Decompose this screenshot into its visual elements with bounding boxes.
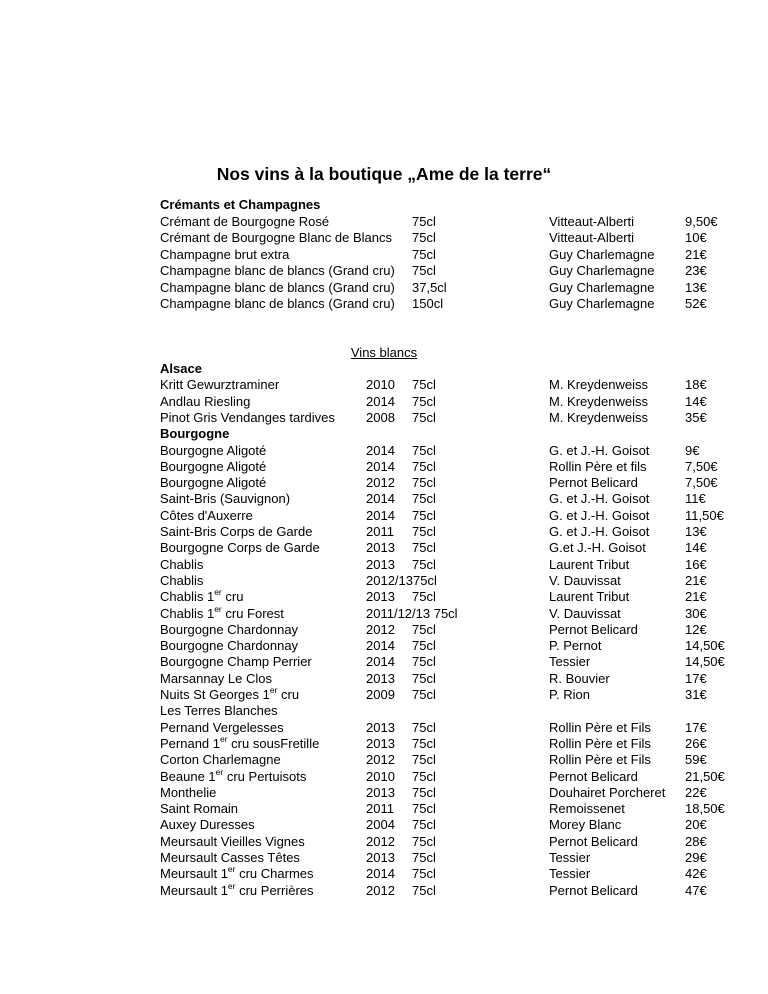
- wine-price: 7,50€: [685, 475, 718, 491]
- wine-volume: 37,5cl: [412, 279, 447, 295]
- wine-price: 35€: [685, 409, 707, 425]
- wine-row: [0, 671, 768, 687]
- wine-producer: V. Dauvissat: [549, 572, 621, 588]
- wine-producer: Tessier: [549, 850, 591, 865]
- wine-name: Marsannay Le Clos: [160, 670, 272, 686]
- wine-row: [0, 880, 768, 899]
- wine-price: 11,50€: [685, 507, 724, 523]
- wine-volume: 75cl: [412, 866, 436, 882]
- wine-price: 21€: [685, 589, 707, 605]
- wine-producer: Rollin Père et fils: [549, 458, 647, 474]
- wine-name: Beaune 1er cru Pertuisots: [160, 766, 307, 784]
- wine-price: 18€: [685, 377, 707, 393]
- wine-volume: 75cl: [412, 670, 436, 686]
- wine-price: 13€: [685, 524, 707, 539]
- wine-year: 2013: [366, 540, 395, 556]
- wine-volume: 75cl: [412, 507, 436, 523]
- wine-row: [0, 752, 768, 768]
- wine-year: 2009: [366, 687, 395, 702]
- wine-producer: G. et J.-H. Goisot: [549, 442, 650, 458]
- wine-row: [0, 733, 768, 752]
- wine-price: 21€: [685, 572, 707, 588]
- wine-year: 2013: [366, 735, 395, 751]
- wine-price: 17€: [685, 670, 707, 686]
- wine-row: [0, 296, 768, 312]
- wine-volume: 75cl: [412, 735, 436, 751]
- wine-year-volume: 2011/12/13 75cl: [366, 605, 458, 621]
- wine-name: Les Terres Blanches: [160, 703, 278, 719]
- wine-year: 2013: [366, 589, 395, 605]
- wine-price: 14€: [685, 540, 707, 556]
- wine-row: [0, 410, 768, 426]
- wine-row: [0, 247, 768, 263]
- wine-volume: 150cl: [412, 296, 444, 311]
- wine-producer: M. Kreydenweiss: [549, 409, 648, 425]
- wine-volume: 75cl: [412, 409, 436, 425]
- wine-volume: 75cl: [412, 556, 436, 572]
- wine-row: [0, 508, 768, 524]
- wine-year: 2010: [366, 768, 395, 784]
- wine-row: [0, 766, 768, 785]
- wine-price: 9€: [685, 442, 700, 458]
- wine-volume: 75cl: [412, 589, 436, 605]
- wine-price: 20€: [685, 817, 707, 833]
- wine-price: 22€: [685, 784, 707, 800]
- wine-name: Bourgogne Corps de Garde: [160, 540, 320, 556]
- wine-row: [0, 622, 768, 638]
- wine-price: 29€: [685, 850, 707, 865]
- wine-volume: 75cl: [412, 442, 436, 458]
- wine-volume: 75cl: [412, 621, 436, 637]
- wine-name: Meursault Vieilles Vignes: [160, 833, 305, 849]
- wine-name: Champagne blanc de blancs (Grand cru): [160, 279, 395, 295]
- wine-price: 52€: [685, 296, 707, 311]
- wine-producer: Laurent Tribut: [549, 589, 630, 605]
- wine-year: 2014: [366, 654, 395, 670]
- wine-price: 26€: [685, 735, 707, 751]
- wine-name: Chablis: [160, 556, 204, 572]
- wine-producer: G. et J.-H. Goisot: [549, 507, 650, 523]
- wine-name: Meursault 1er cru Perrières: [160, 880, 314, 898]
- wine-price: 59€: [685, 752, 707, 768]
- wine-name: Bourgogne Champ Perrier: [160, 654, 312, 670]
- wine-volume: 75cl: [412, 752, 436, 768]
- wine-volume: 75cl: [412, 850, 436, 865]
- wine-name: Monthelie: [160, 784, 217, 800]
- wine-row: [0, 443, 768, 459]
- wine-name: Chablis 1er cru Forest: [160, 603, 284, 621]
- wine-year: 2014: [366, 866, 395, 882]
- wine-row: [0, 573, 768, 589]
- wine-row: [0, 817, 768, 833]
- wine-producer: Tessier: [549, 866, 591, 882]
- wine-year-volume: 2012/1375cl: [366, 572, 437, 588]
- wine-row: [0, 230, 768, 246]
- wine-producer: P. Rion: [549, 687, 590, 702]
- wine-row: [0, 703, 768, 719]
- wine-price: 10€: [685, 230, 707, 246]
- wine-volume: 75cl: [412, 817, 436, 833]
- wine-name: Saint-Bris (Sauvignon): [160, 491, 291, 507]
- wine-name: Auxey Duresses: [160, 817, 255, 833]
- wine-volume: 75cl: [412, 475, 436, 491]
- wine-volume: 75cl: [412, 784, 436, 800]
- wine-price: 21€: [685, 246, 707, 262]
- wine-name: Bourgogne Chardonnay: [160, 621, 299, 637]
- wine-row: [0, 850, 768, 866]
- wine-producer: G. et J.-H. Goisot: [549, 524, 650, 539]
- wine-price: 42€: [685, 866, 707, 882]
- wine-producer: Rollin Père et Fils: [549, 735, 651, 751]
- wine-price: 7,50€: [685, 458, 718, 474]
- wine-name: Champagne blanc de blancs (Grand cru): [160, 296, 395, 311]
- wine-name: Meursault Casses Têtes: [160, 850, 300, 865]
- wine-name: Meursault 1er cru Charmes: [160, 864, 314, 882]
- wine-name: Nuits St Georges 1er cru: [160, 685, 300, 702]
- wine-name: Saint Romain: [160, 801, 239, 817]
- wine-producer: Vitteaut-Alberti: [549, 230, 635, 246]
- wine-name: Chablis 1er cru: [160, 587, 244, 605]
- wine-price: 12€: [685, 621, 707, 637]
- wine-row: [0, 475, 768, 491]
- wine-producer: Douhairet Porcheret: [549, 784, 666, 800]
- wine-producer: Pernot Belicard: [549, 768, 638, 784]
- wine-price: 14,50€: [685, 654, 725, 670]
- wine-year: 2014: [366, 458, 395, 474]
- wine-year: 2012: [366, 752, 395, 768]
- wine-year: 2011: [366, 801, 394, 817]
- wine-volume: 75cl: [412, 491, 436, 507]
- wine-row: [0, 603, 768, 622]
- wine-price: 13€: [685, 279, 707, 295]
- wine-price: 31€: [685, 687, 707, 702]
- wine-name: Champagne blanc de blancs (Grand cru): [160, 263, 395, 279]
- wine-volume: 75cl: [412, 801, 436, 817]
- wine-name: Corton Charlemagne: [160, 752, 281, 768]
- wine-year: 2013: [366, 670, 395, 686]
- wine-volume: 75cl: [412, 768, 436, 784]
- wine-year: 2014: [366, 491, 395, 507]
- wine-year: 2014: [366, 638, 395, 654]
- wine-row: [0, 654, 768, 670]
- wine-row: [0, 801, 768, 817]
- wine-producer: V. Dauvissat: [549, 605, 621, 621]
- wine-name: Crémant de Bourgogne Rosé: [160, 214, 330, 229]
- wine-producer: Guy Charlemagne: [549, 279, 655, 295]
- wine-price: 18,50€: [685, 801, 725, 817]
- wine-year: 2012: [366, 882, 395, 898]
- wine-year: 2014: [366, 442, 395, 458]
- wine-price: 21,50€: [685, 768, 725, 784]
- wine-producer: Rollin Père et Fils: [549, 752, 651, 768]
- wine-row: [0, 638, 768, 654]
- wine-volume: 75cl: [412, 654, 436, 670]
- wine-volume: 75cl: [412, 833, 436, 849]
- wine-producer: Rollin Père et Fils: [549, 719, 651, 735]
- wine-name: Pinot Gris Vendanges tardives: [160, 409, 335, 425]
- wine-year: 2013: [366, 784, 395, 800]
- wine-row: [0, 491, 768, 507]
- wine-producer: G. et J.-H. Goisot: [549, 491, 650, 507]
- wine-row: [0, 589, 768, 605]
- wine-producer: P. Pernot: [549, 638, 602, 654]
- wine-row: [0, 394, 768, 410]
- wine-row: [0, 866, 768, 882]
- wine-row: [0, 687, 768, 703]
- wine-name: Bourgogne Aligoté: [160, 475, 267, 491]
- wine-name: Pernand 1er cru sousFretille: [160, 733, 320, 751]
- wine-name: Champagne brut extra: [160, 246, 290, 262]
- wine-year: 2013: [366, 556, 395, 572]
- wine-price: 17€: [685, 719, 707, 735]
- wine-producer: Guy Charlemagne: [549, 246, 655, 262]
- wine-producer: R. Bouvier: [549, 670, 610, 686]
- wine-row: [0, 377, 768, 393]
- wine-producer: Guy Charlemagne: [549, 263, 655, 279]
- wine-year: 2011: [366, 524, 394, 539]
- wine-volume: 75cl: [412, 263, 436, 279]
- wine-price: 23€: [685, 263, 707, 279]
- wine-price: 47€: [685, 882, 707, 898]
- wine-row: [0, 557, 768, 573]
- wine-producer: Pernot Belicard: [549, 882, 638, 898]
- wine-row: [0, 214, 768, 230]
- wine-producer: G.et J.-H. Goisot: [549, 540, 646, 556]
- wine-producer: Pernot Belicard: [549, 621, 638, 637]
- wine-volume: 75cl: [412, 230, 436, 246]
- wine-year: 2010: [366, 377, 395, 393]
- wine-volume: 75cl: [412, 882, 436, 898]
- wine-year: 2014: [366, 393, 395, 409]
- wine-producer: Morey Blanc: [549, 817, 622, 833]
- wine-producer: Remoissenet: [549, 801, 625, 817]
- wine-producer: Pernot Belicard: [549, 475, 638, 491]
- wine-name: Bourgogne Aligoté: [160, 458, 267, 474]
- wine-volume: 75cl: [412, 638, 436, 654]
- wine-producer: Vitteaut-Alberti: [549, 214, 635, 229]
- wine-row: [0, 263, 768, 279]
- wine-year: 2012: [366, 475, 395, 491]
- page-title: Nos vins à la boutique „Ame de la terre“: [216, 164, 552, 184]
- wine-row: [0, 280, 768, 296]
- wine-name: Côtes d'Auxerre: [160, 507, 253, 523]
- wine-year: 2014: [366, 507, 395, 523]
- wine-name: Chablis: [160, 572, 204, 588]
- wine-name: Kritt Gewurztraminer: [160, 377, 280, 393]
- wine-name: Andlau Riesling: [160, 393, 251, 409]
- wine-producer: Laurent Tribut: [549, 556, 630, 572]
- wine-row: [0, 785, 768, 801]
- wine-producer: Guy Charlemagne: [549, 296, 655, 311]
- wine-year: 2013: [366, 850, 395, 865]
- wine-volume: 75cl: [412, 458, 436, 474]
- wine-price: 14€: [685, 393, 707, 409]
- wine-producer: Tessier: [549, 654, 591, 670]
- wine-year: 2013: [366, 719, 395, 735]
- wine-year: 2004: [366, 817, 395, 833]
- wine-volume: 75cl: [412, 540, 436, 556]
- wine-name: Saint-Bris Corps de Garde: [160, 524, 313, 539]
- region-heading: Bourgogne: [160, 426, 230, 442]
- wine-volume: 75cl: [412, 393, 436, 409]
- wine-volume: 75cl: [412, 719, 436, 735]
- wine-price: 9,50€: [685, 214, 718, 229]
- wine-price: 30€: [685, 605, 707, 621]
- wine-name: Pernand Vergelesses: [160, 719, 284, 735]
- region-heading: Alsace: [160, 361, 202, 376]
- wine-price: 11€: [685, 491, 706, 507]
- section-heading: Crémants et Champagnes: [160, 197, 321, 212]
- wine-price: 28€: [685, 833, 707, 849]
- wine-producer: Pernot Belicard: [549, 833, 638, 849]
- wine-name: Bourgogne Chardonnay: [160, 638, 299, 654]
- wine-producer: M. Kreydenweiss: [549, 377, 648, 393]
- wine-price: 16€: [685, 556, 707, 572]
- wine-producer: M. Kreydenweiss: [549, 393, 648, 409]
- wine-year: 2012: [366, 833, 395, 849]
- wine-row: [0, 459, 768, 475]
- wine-row: [0, 524, 768, 540]
- wine-name: Bourgogne Aligoté: [160, 442, 267, 458]
- wine-volume: 75cl: [412, 687, 436, 702]
- wine-volume: 75cl: [412, 214, 436, 229]
- wine-volume: 75cl: [412, 524, 436, 539]
- wine-row: [0, 834, 768, 850]
- wine-volume: 75cl: [412, 377, 436, 393]
- wine-volume: 75cl: [412, 246, 436, 262]
- wine-name: Crémant de Bourgogne Blanc de Blancs: [160, 230, 392, 246]
- section-subtitle-white-wines: Vins blancs: [350, 345, 418, 360]
- wine-row: [0, 720, 768, 736]
- wine-year: 2012: [366, 621, 395, 637]
- wine-row: [0, 540, 768, 556]
- wine-price: 14,50€: [685, 638, 725, 654]
- wine-year: 2008: [366, 409, 395, 425]
